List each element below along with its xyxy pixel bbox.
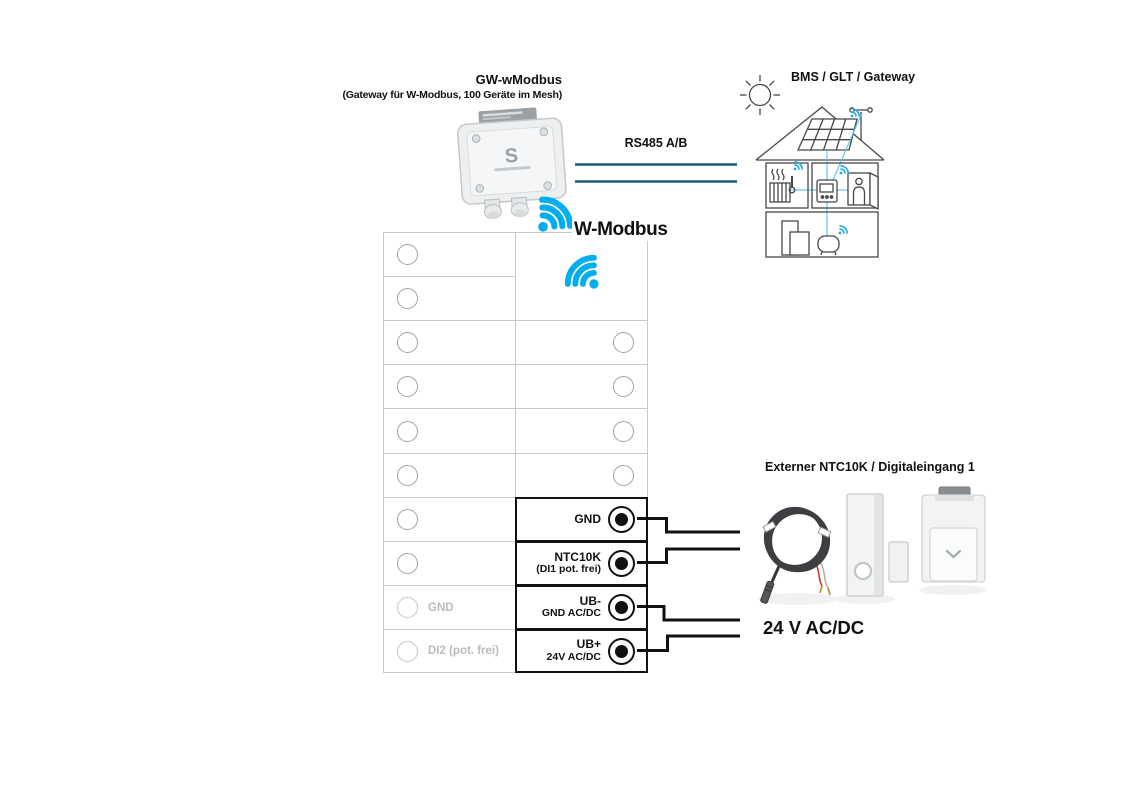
- screw-terminal-icon: [397, 597, 418, 618]
- terminal-row: [383, 497, 516, 542]
- wmodbus-label: W-Modbus: [574, 219, 668, 240]
- wifi-icon: [543, 234, 619, 310]
- door-contact-sensor: [847, 494, 908, 596]
- terminal-label: NTC10K: [554, 549, 601, 564]
- terminal-label: UB+: [576, 637, 601, 652]
- screw-terminal-icon: [397, 641, 418, 662]
- person-at-door-icon: [848, 173, 878, 209]
- screw-terminal-icon: [397, 288, 418, 309]
- terminal-row: [383, 364, 516, 409]
- terminal-row: [383, 232, 516, 277]
- gateway-subtitle: (Gateway für W-Modbus, 100 Geräte im Mesh): [342, 89, 562, 101]
- terminal-pin: [615, 645, 628, 658]
- terminal-cell-ub-plus: [515, 629, 648, 673]
- terminal-row: [383, 453, 516, 498]
- terminal-sublabel: GND AC/DC: [541, 607, 601, 620]
- screw-terminal-icon: [397, 376, 418, 397]
- terminal-sublabel: 24V AC/DC: [546, 650, 601, 663]
- screw-terminal-icon: [397, 332, 418, 353]
- terminal-socket-icon: [608, 594, 635, 621]
- terminal-cell-gnd: [515, 497, 648, 542]
- screw-terminal-icon: [613, 465, 634, 486]
- terminal-table: [383, 232, 648, 673]
- gateway-title: GW-wModbus: [475, 72, 562, 87]
- terminal-label: UB-: [579, 593, 601, 608]
- terminal-pin: [615, 557, 628, 570]
- external-devices-illustration: [750, 478, 1000, 610]
- terminal-row: [383, 276, 516, 321]
- terminal-row: [383, 408, 516, 454]
- wmodbus-radio-cell: [515, 232, 648, 321]
- terminal-pin: [615, 601, 628, 614]
- terminal-row-gnd-inactive: [383, 585, 516, 630]
- screw-terminal-icon: [613, 421, 634, 442]
- terminal-pin: [615, 513, 628, 526]
- external-input-label: Externer NTC10K / Digitaleingang 1: [765, 460, 975, 474]
- rs485-bus-lines: [575, 165, 737, 182]
- terminal-cell-ntc10k: [515, 541, 648, 586]
- screw-terminal-icon: [397, 421, 418, 442]
- power-supply-label: 24 V AC/DC: [763, 617, 865, 638]
- terminal-cell-ub-minus: [515, 585, 648, 630]
- screw-terminal-icon: [613, 332, 634, 353]
- screw-terminal-icon: [397, 509, 418, 530]
- terminal-socket-icon: [608, 638, 635, 665]
- ntc-cable-sensor: [760, 509, 831, 604]
- terminal-row: [383, 320, 516, 365]
- building-illustration: [733, 66, 899, 262]
- terminal-socket-icon: [608, 506, 635, 533]
- inactive-terminal-label: DI2 (pot. frei): [428, 645, 499, 657]
- terminal-row: [383, 541, 516, 586]
- device-logo: S: [504, 144, 519, 168]
- terminal-socket-icon: [608, 550, 635, 577]
- boiler-icon: [782, 221, 809, 255]
- terminal-wires: [637, 519, 740, 651]
- terminal-sublabel: (DI1 pot. frei): [536, 563, 601, 576]
- radiator-icon: [770, 169, 790, 202]
- terminal-row: [515, 364, 648, 409]
- terminal-label: GND: [574, 511, 601, 526]
- rs485-label: RS485 A/B: [624, 136, 688, 150]
- bms-glt-gateway-label: BMS / GLT / Gateway: [791, 70, 916, 84]
- terminal-row: [515, 453, 648, 498]
- terminal-row: [515, 320, 648, 365]
- terminal-row-di2-inactive: [383, 629, 516, 673]
- inactive-terminal-label: GND: [428, 601, 454, 614]
- screw-terminal-icon: [613, 376, 634, 397]
- sun-icon: [740, 75, 780, 115]
- key-card-switch: [922, 487, 985, 582]
- screw-terminal-icon: [397, 244, 418, 265]
- terminal-row: [515, 408, 648, 454]
- thermostat-icon: [817, 180, 837, 202]
- wifi-icon: [835, 224, 848, 237]
- screw-terminal-icon: [397, 465, 418, 486]
- smart-device-icon: [818, 236, 839, 255]
- screw-terminal-icon: [397, 553, 418, 574]
